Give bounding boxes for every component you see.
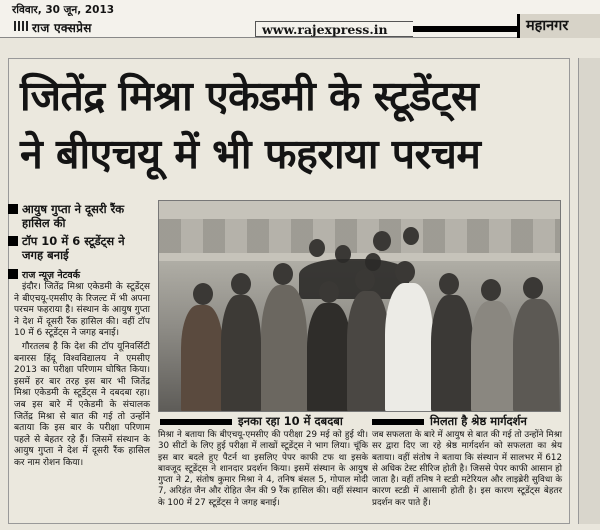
- body-paragraph: गौरतलब है कि देश की टॉप यूनिवर्सिटी बनारस हिंदू विश्वविद्यालय ने एमसीए 2013 का परीक्षा परिणाम घोषित किया। इसमें हर बार तरह इस बार भी जितेंद्र मिश्रा एकेडमी के स्टूडेंट्स ने दबदबा रहा। जब इस बारे में एकेडमी के संचालक जितेंद्र मिश्रा से बात की गई तो उन्होंने बताया कि इस बार के परीक्षा परिणाम पहले से बेहतर रहे हैं। जिसमें संस्थान के आयुष गुप्ता ने देश में दूसरी रैंक हासिल कर नाम रोशन किया।: [14, 341, 150, 468]
- body-paragraph: इंदौर। जितेंद्र मिश्रा एकेडमी के स्टूडेंट्स ने बीएचयू-एमसीए के रिजल्ट में भी अपना परचम फहराया है। संस्थान के आयुष गुप्ता ने देश में दूसरी रैंक हासिल की। वहीं टॉप 10 में 6 स्टूडेंट्स ने जगह बनाई।: [14, 282, 150, 339]
- section-name: महानगर: [517, 14, 600, 38]
- bullet-square-icon: [8, 204, 18, 214]
- paper-name-text: राज एक्सप्रेस: [32, 21, 92, 35]
- photo-background-canopy: [159, 219, 561, 253]
- body-column-right: जब सफलता के बारे में आयुष से बात की गई तो उन्होंने मिश्रा सर द्वारा दिए जा रहे श्रेष्ठ मार्गदर्शन को सफलता का श्रेय बताया। वहीं संतोष ने बताया कि संस्थान में सालभर में 612 से अधिक टेस्ट सीरिज होती है। जिससे पेपर काफी आसान हो जाता है। वहीं तनिष ने स्टडी मटेरियल और लाइब्रेरी सुविधा के कारण स्टडी में आसानी होती है। इस कारण स्टूडेंट्स बेहतर प्रदर्शन कर पाते हैं।: [372, 430, 562, 508]
- paper-name: [32, 19, 92, 36]
- person-body: [307, 303, 351, 412]
- person-head: [523, 277, 543, 299]
- headline-line-1: जितेंद्र मिश्रा एकेडमी के स्टूडेंट्स: [20, 72, 479, 120]
- highlight-bullet-1: [22, 202, 142, 230]
- group-photo: [158, 200, 561, 412]
- caption-left: इनका रहा 10 में दबदबा: [238, 414, 343, 428]
- highlight-bullet-2: [22, 234, 142, 262]
- person-body: [181, 305, 223, 412]
- masthead: [0, 0, 600, 38]
- body-column-left: [14, 282, 150, 472]
- byline: [22, 268, 80, 281]
- person-head: [373, 231, 391, 251]
- person-body: [347, 291, 389, 412]
- person-body: [385, 283, 433, 412]
- byline-text: राज न्यूज़ नेटवर्क: [22, 270, 81, 281]
- bullet-square-icon: [8, 269, 18, 279]
- person-head: [231, 273, 251, 295]
- person-head: [403, 227, 419, 245]
- highlight-text-2: टॉप 10 में 6 स्टूडेंट्स ने जगह बनाई: [22, 234, 125, 262]
- person-body: [513, 299, 559, 412]
- person-head: [439, 273, 459, 295]
- issue-date: रविवार, 30 जून, 2013: [12, 4, 115, 16]
- person-head: [481, 279, 501, 301]
- website-url: www.rajexpress.in: [255, 21, 413, 37]
- person-body: [261, 285, 307, 412]
- caption-right: मिलता है श्रेष्ठ मार्गदर्शन: [430, 414, 527, 428]
- person-head: [395, 261, 415, 283]
- masthead-rule: [14, 21, 28, 31]
- body-column-middle: मिश्रा ने बताया कि बीएचयू-एमसीए की परीक्षा 29 मई को हुई थी। 30 सीटों के लिए हुई परीक्षा में लाखों स्टूडेंट्स ने भाग लिया। चूंकि इस बार बदले हुए पैटर्न था इसलिए पेपर काफी टफ था इसके बावजूद स्टूडेंट्स ने शानदार प्रदर्शन किया। इसमें संस्थान के आयुष गुप्ता ने 2, संतोष कुमार मिश्रा ने 4, तनिष बंसल 5, गोपाल मोदी 7, अरिहंत जैन और रोहित जैन की 9 रैंक हासिल की। वहीं संस्थान के 100 में 27 स्टूडेंट्स ने जगह बनाई।: [158, 430, 368, 508]
- person-head: [193, 283, 213, 305]
- person-head: [319, 281, 339, 303]
- website-rule: [413, 26, 517, 32]
- bullet-square-icon: [8, 236, 18, 246]
- person-body: [431, 295, 473, 412]
- caption-rule: [160, 419, 232, 425]
- caption-rule: [372, 419, 424, 425]
- adjacent-column: [578, 58, 600, 524]
- highlight-text-1: आयुष गुप्ता ने दूसरी रैंक हासिल की: [22, 202, 125, 230]
- person-body: [471, 301, 515, 412]
- person-head: [273, 263, 293, 285]
- person-head: [309, 239, 325, 257]
- person-head: [355, 269, 375, 291]
- headline-line-2: ने बीएचयू में भी फहराया परचम: [20, 130, 481, 178]
- person-body: [221, 295, 261, 412]
